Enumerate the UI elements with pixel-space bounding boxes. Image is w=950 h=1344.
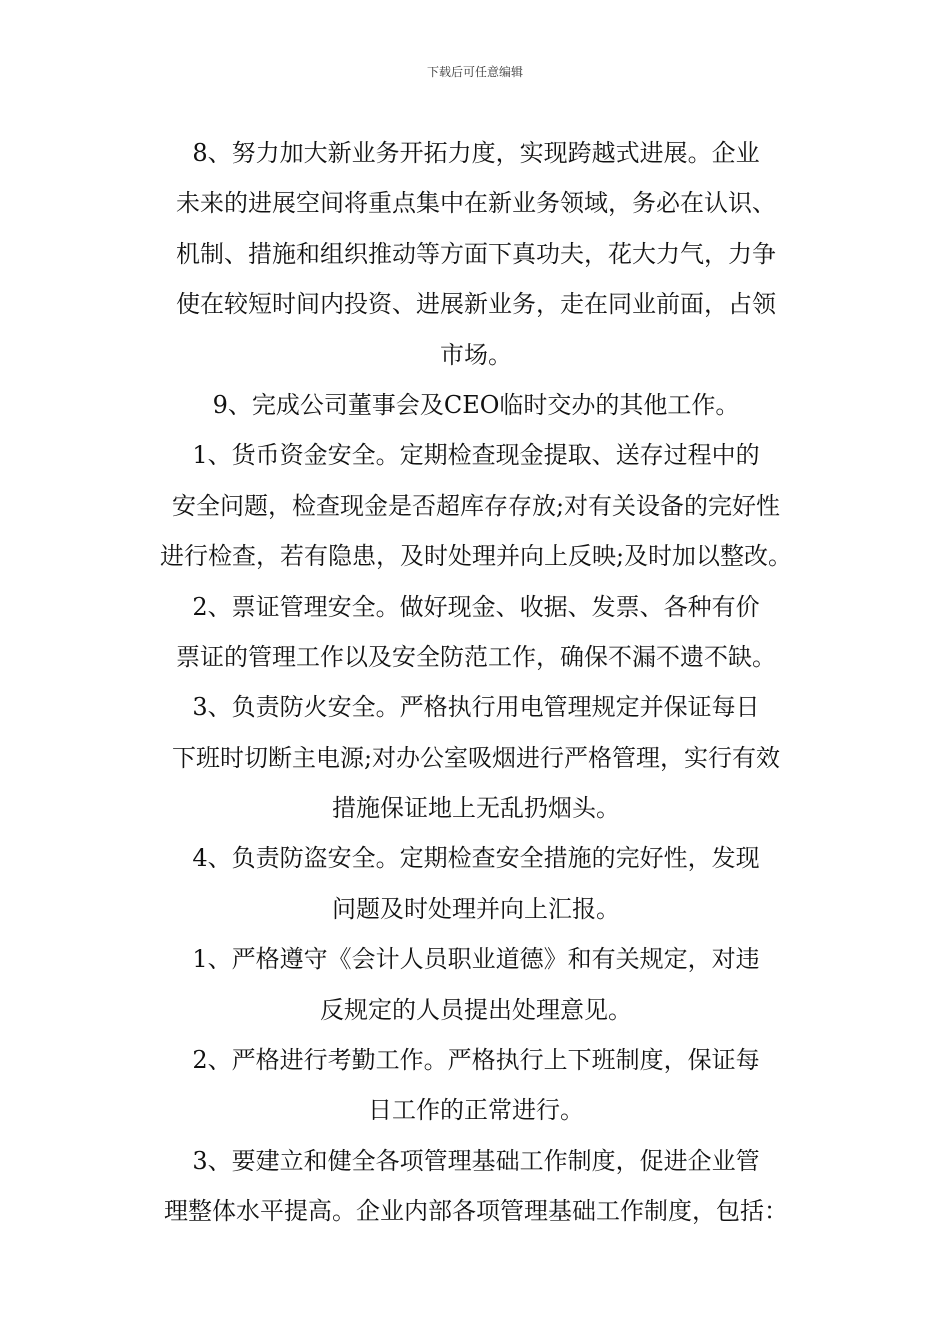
paragraph-fire-safety [150,682,802,833]
text-line: 3、负责防火安全。严格执行用电管理规定并保证每日 [192,693,760,722]
text-line: 未来的进展空间将重点集中在新业务领域，务必在认识、 [176,189,776,218]
text-line: 市场。 [440,340,512,369]
document-body [150,128,802,1237]
text-line: 日工作的正常进行。 [368,1096,584,1125]
text-line: 下班时切断主电源;对办公室吸烟进行严格管理，实行有效 [171,743,781,772]
text-line: 机制、措施和组织推动等方面下真功夫，花大力气，力争 [176,239,776,268]
text-line: 安全问题，检查现金是否超库存存放;对有关设备的完好性 [171,491,781,520]
paragraph-attendance [150,1035,802,1136]
text-line: 9、完成公司董事会及CEO临时交办的其他工作。 [212,390,740,419]
text-line: 1、货币资金安全。定期检查现金提取、送存过程中的 [192,441,760,470]
paragraph-management-system [150,1136,802,1237]
text-line: 进行检查，若有隐患，及时处理并向上反映;及时加以整改。 [159,542,793,571]
text-line: 理整体水平提高。企业内部各项管理基础工作制度，包括： [164,1197,788,1226]
text-line: 1、严格遵守《会计人员职业道德》和有关规定，对违 [192,945,760,974]
text-line: 4、负责防盗安全。定期检查安全措施的完好性，发现 [192,844,760,873]
text-line: 措施保证地上无乱扔烟头。 [332,794,620,823]
text-line: 3、要建立和健全各项管理基础工作制度，促进企业管 [192,1146,760,1175]
text-line: 使在较短时间内投资、进展新业务，走在同业前面，占领 [176,290,776,319]
text-line: 8、努力加大新业务开拓力度，实现跨越式进展。企业 [192,139,760,167]
page-header: 下载后可任意编辑 [426,65,523,79]
paragraph-cash-safety [150,430,802,581]
text-line: 问题及时处理并向上汇报。 [332,894,620,923]
paragraph-board-tasks [150,380,802,430]
paragraph-theft-safety [150,833,802,934]
text-line: 票证的管理工作以及安全防范工作，确保不漏不遗不缺。 [176,642,776,671]
paragraph-new-business [150,128,802,380]
text-line: 2、严格进行考勤工作。严格执行上下班制度，保证每 [192,1046,760,1075]
paragraph-ethics [150,934,802,1035]
text-line: 2、票证管理安全。做好现金、收据、发票、各种有价 [192,592,760,621]
paragraph-voucher-safety [150,582,802,683]
text-line: 反规定的人员提出处理意见。 [320,995,632,1024]
